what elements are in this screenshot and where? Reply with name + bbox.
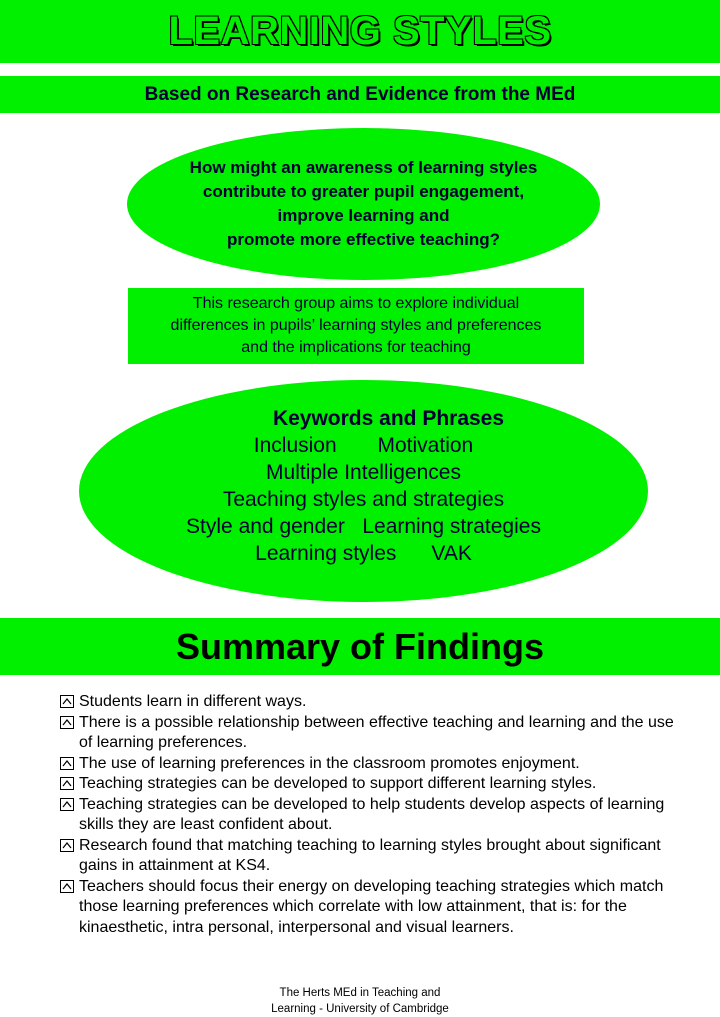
keywords-title: Keywords and Phrases (272, 407, 505, 430)
research-line: differences in pupils’ learning styles and preferences (170, 317, 542, 334)
finding-text: Teaching strategies can be developed to help students develop aspects of learning skills they are least confident about. (79, 795, 665, 833)
question-line: contribute to greater pupil engagement, (202, 182, 525, 201)
question-line: promote more effective teaching? (226, 230, 500, 249)
keywords-ellipse (79, 380, 648, 602)
finding-item (60, 877, 690, 939)
finding-text: There is a possible relationship between effective teaching and learning and the use of learning preferences. (79, 713, 674, 751)
findings-title: Summary of Findings (175, 625, 545, 667)
finding-item (60, 795, 690, 836)
checkbox-arrow-icon (60, 798, 74, 811)
finding-text: Teachers should focus their energy on developing teaching strategies which match those learning preferences which correlate with low attainment, that is: for the kinaesthetic, intra personal, interpersonal and visual learners. (79, 877, 664, 936)
keyword-line: Inclusion Motivation (253, 434, 474, 457)
finding-item (60, 836, 690, 877)
keyword-line: Style and gender Learning strategies (186, 515, 541, 538)
finding-item (60, 774, 690, 795)
checkbox-arrow-icon (60, 695, 74, 708)
checkbox-arrow-icon (60, 777, 74, 790)
subtitle-banner (0, 76, 720, 113)
finding-text: Teaching strategies can be developed to support different learning styles. (79, 775, 597, 792)
footer-line: Learning - University of Cambridge (271, 1003, 449, 1015)
research-aim-box (128, 288, 584, 364)
checkbox-arrow-icon (60, 716, 74, 729)
question-line: improve learning and (277, 206, 450, 225)
research-line: This research group aims to explore individual (192, 295, 520, 312)
findings-banner (0, 618, 720, 675)
finding-text: Research found that matching teaching to learning styles brought about significant gains in attainment at KS4. (79, 836, 661, 874)
research-question-ellipse (127, 128, 600, 280)
finding-item (60, 713, 690, 754)
page-title: LEARNING STYLES (168, 9, 552, 53)
checkbox-arrow-icon (60, 880, 74, 893)
keyword-line: Teaching styles and strategies (222, 488, 505, 511)
research-line: and the implications for teaching (241, 339, 471, 356)
finding-item (60, 692, 690, 713)
checkbox-arrow-icon (60, 757, 74, 770)
question-line: How might an awareness of learning styles (189, 158, 538, 177)
findings-list (60, 692, 690, 938)
footer (0, 985, 720, 1017)
finding-item (60, 754, 690, 775)
keyword-line: Multiple Intelligences (266, 461, 461, 484)
finding-text: Students learn in different ways. (79, 693, 307, 710)
finding-text: The use of learning preferences in the classroom promotes enjoyment. (79, 754, 580, 772)
page-subtitle: Based on Research and Evidence from the MEd (144, 83, 576, 105)
footer-line: The Herts MEd in Teaching and (279, 987, 441, 999)
checkbox-arrow-icon (60, 839, 74, 852)
title-banner (0, 0, 720, 63)
keyword-line: Learning styles VAK (255, 542, 472, 565)
